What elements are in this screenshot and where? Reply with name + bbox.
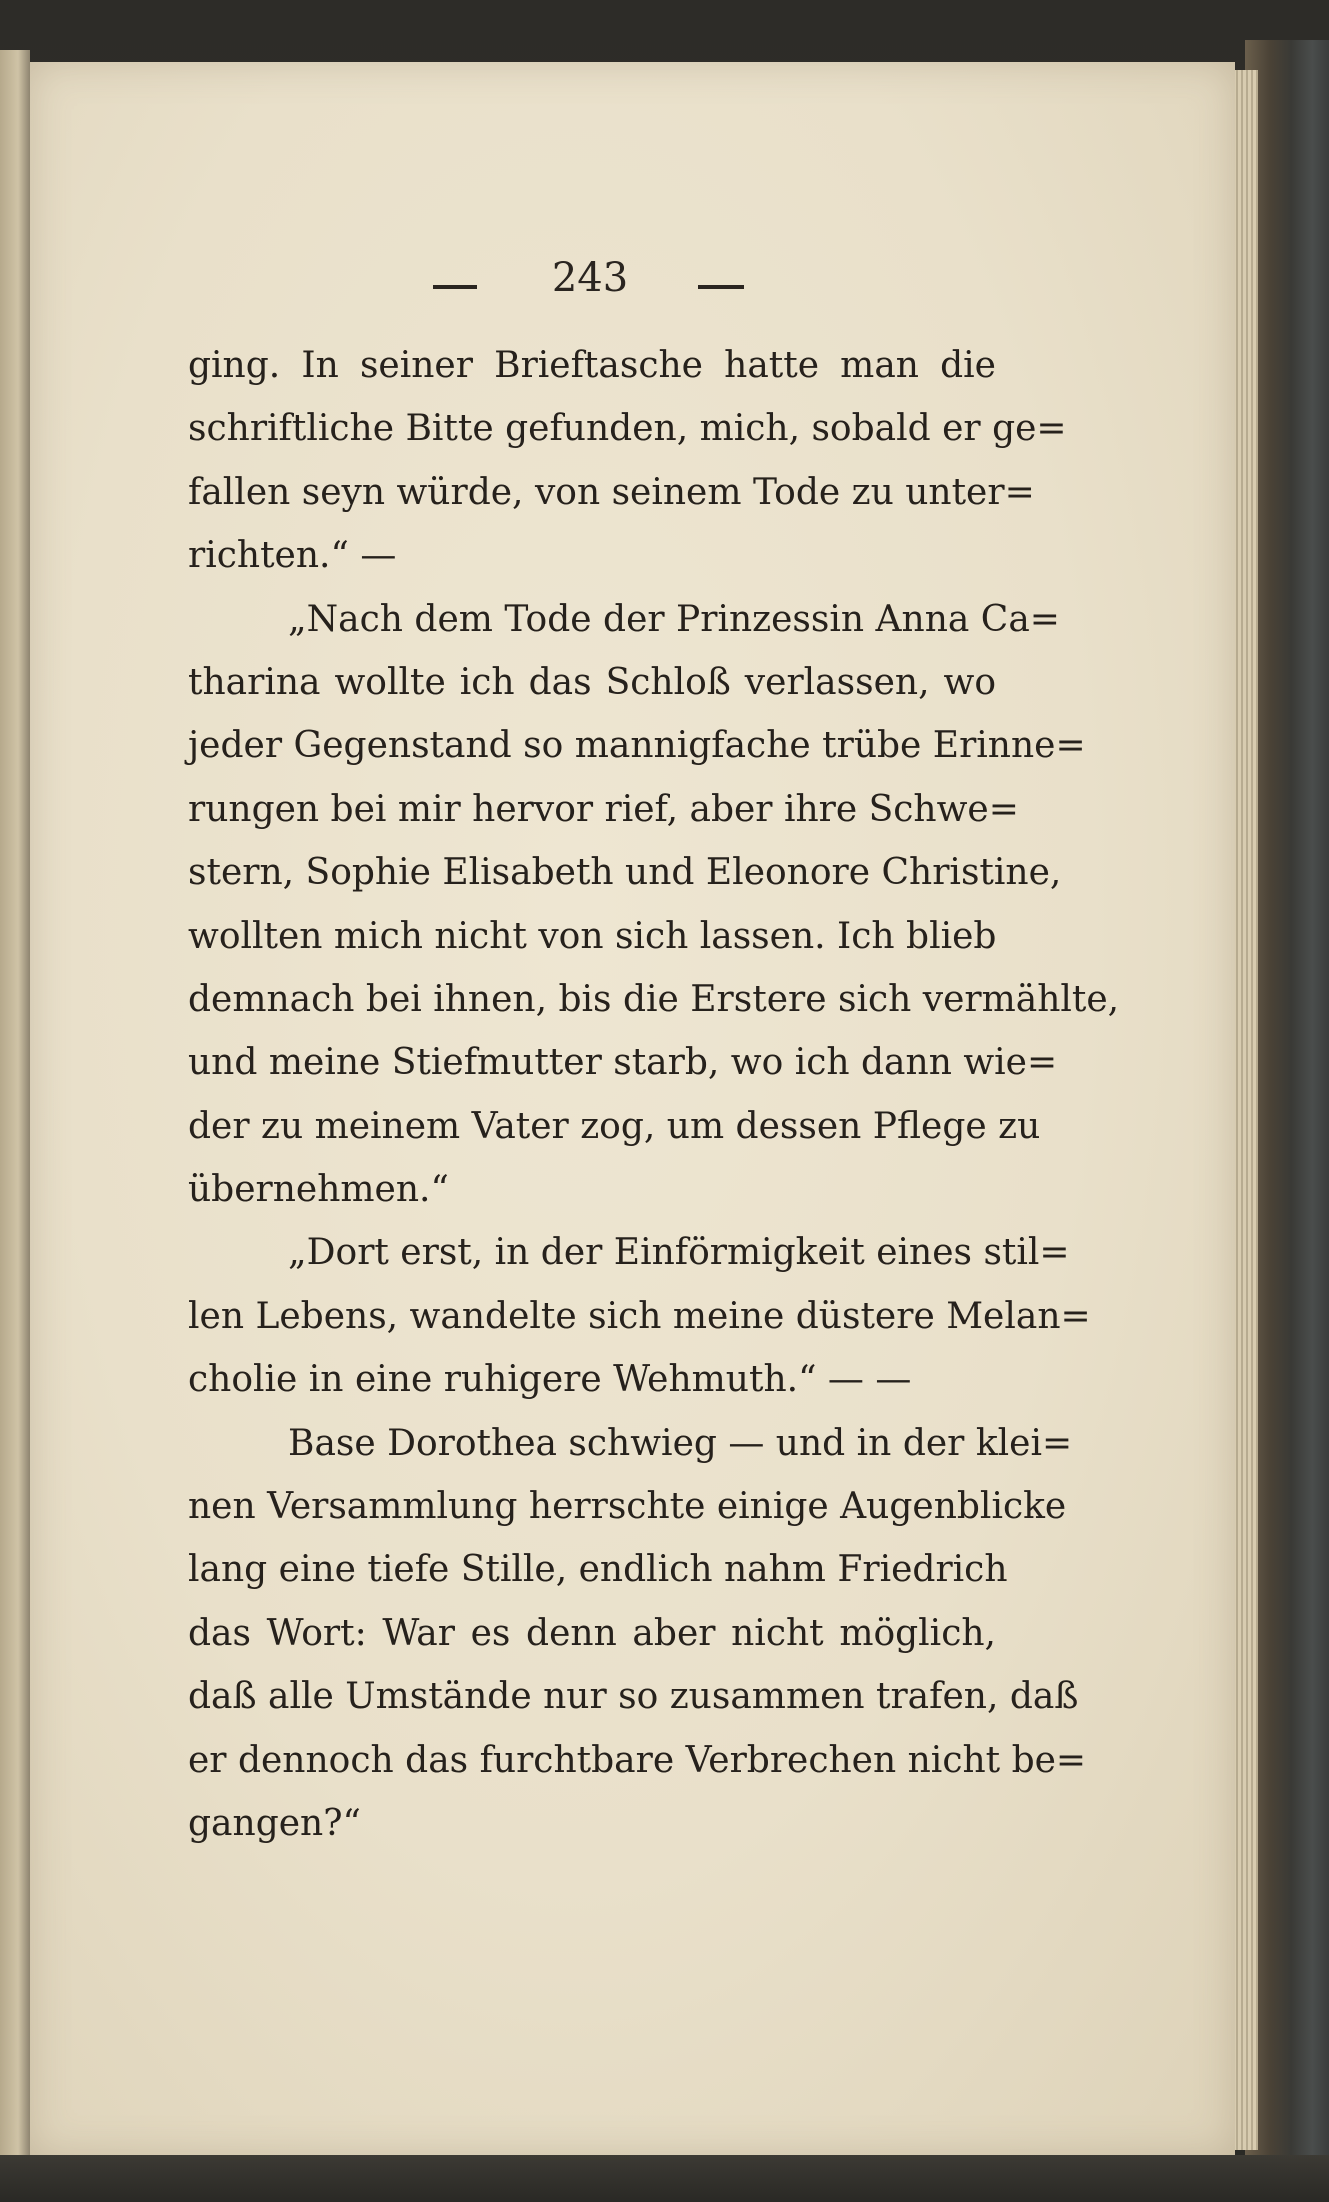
- header-dash-right: [698, 285, 744, 289]
- text-line: richten.“ —: [188, 535, 397, 577]
- text-line: lang eine tiefe Stille, endlich nahm Friedrich: [188, 1549, 1008, 1591]
- body-text: [188, 334, 1120, 1855]
- text-line: er dennoch das furchtbare Verbrechen nicht be=: [188, 1739, 1087, 1781]
- text-line: demnach bei ihnen, bis die Erstere sich vermählte,: [188, 978, 1120, 1020]
- text-line: jeder Gegenstand so mannigfache trübe Erinne=: [188, 725, 1086, 767]
- text-line: der zu meinem Vater zog, um dessen Pflege zu: [188, 1105, 1041, 1147]
- text-line: übernehmen.“: [188, 1169, 449, 1211]
- text-line: cholie in eine ruhigere Wehmuth.“ — —: [188, 1359, 912, 1401]
- text-line: „Dort erst, in der Einförmigkeit eines stil=: [288, 1232, 1070, 1274]
- text-line: gangen?“: [188, 1802, 361, 1844]
- scan-bottom-edge: [0, 2155, 1329, 2202]
- previous-page-edge: [0, 50, 30, 2160]
- text-line: das Wort: War es denn aber nicht möglich,: [188, 1612, 996, 1654]
- header-dash-left: [433, 285, 477, 289]
- text-line: fallen seyn würde, von seinem Tode zu unter=: [188, 471, 1035, 513]
- text-line: Base Dorothea schwieg — und in der klei=: [288, 1422, 1073, 1464]
- text-line: und meine Stiefmutter starb, wo ich dann wie=: [188, 1042, 1058, 1084]
- text-line: schriftliche Bitte gefunden, mich, sobald er ge=: [188, 408, 1067, 450]
- text-line: rungen bei mir hervor rief, aber ihre Schwe=: [188, 788, 1019, 830]
- text-line: nen Versammlung herrschte einige Augenblicke: [188, 1486, 1067, 1528]
- text-line: tharina wollte ich das Schloß verlassen, wo: [188, 661, 996, 703]
- text-line: „Nach dem Tode der Prinzessin Anna Ca=: [288, 598, 1060, 640]
- text-line: daß alle Umstände nur so zusammen trafen, daß: [188, 1676, 1079, 1718]
- page-header: [0, 255, 1329, 315]
- text-line: ging. In seiner Brieftasche hatte man die: [188, 345, 996, 386]
- text-line: stern, Sophie Elisabeth und Eleonore Christine,: [188, 852, 1062, 894]
- page-number: 243: [551, 255, 629, 301]
- text-line: len Lebens, wandelte sich meine düstere Melan=: [188, 1295, 1091, 1337]
- text-line: wollten mich nicht von sich lassen. Ich blieb: [188, 915, 997, 957]
